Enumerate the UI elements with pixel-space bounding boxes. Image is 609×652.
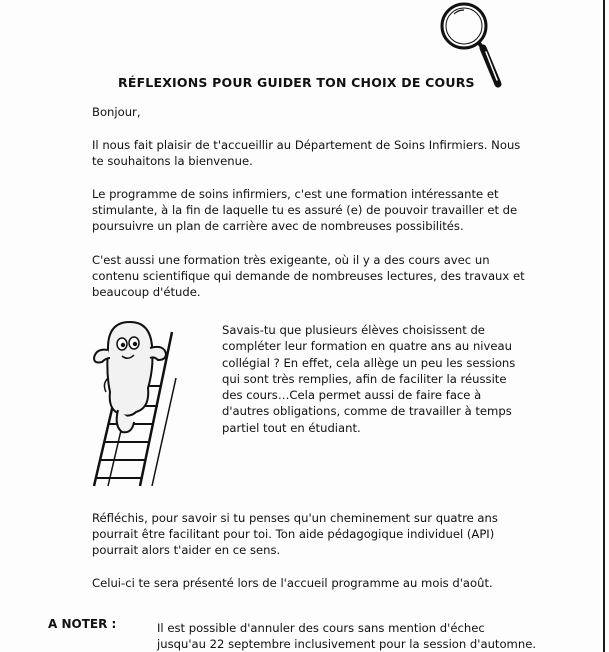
page-title: RÉFLEXIONS POUR GUIDER TON CHOIX DE COURS	[118, 75, 475, 90]
paragraph-demanding: C'est aussi une formation très exigeante, où il y a des cours avec un contenu scientifique qui demande de nombreuses lectures, des travaux et beaucoup d'étude.	[92, 253, 525, 299]
ladder-character-illustration	[78, 318, 178, 488]
page-edge	[603, 0, 605, 652]
paragraph-welcome: Il nous fait plaisir de t'accueillir au Département de Soins Infirmiers. Nous te souhaitons la bienvenue.	[92, 138, 521, 168]
note-text: Il est possible d'annuler des cours sans mention d'échec jusqu'au 22 septembre inclusivement pour la session d'automne.	[157, 621, 537, 651]
paragraph-reflect: Réfléchis, pour savoir si tu penses qu'un cheminement sur quatre ans pourrait être facilitant pour toi. Ton aide pédagogique individuel (API) pourrait alors t'aider en ce sens.	[92, 511, 498, 557]
note-label: A NOTER :	[48, 617, 117, 631]
greeting: Bonjour,	[92, 105, 141, 119]
paragraph-four-years: Savais-tu que plusieurs élèves choisissent de compléter leur formation en quatre ans au niveau collégial ? En effet, cela allège un peu les sessions qui sont très remplies, afin de faciliter la réussite des cours…Cela permet aussi de faire face à d'autres obligations, comme de travailler à temps partiel tout en étudiant.	[222, 323, 516, 435]
paragraph-presentation: Celui-ci te sera présenté lors de l'accueil programme au mois d'août.	[92, 576, 493, 590]
paragraph-program: Le programme de soins infirmiers, c'est une formation intéressante et stimulante, à la fin de laquelle tu es assuré (e) de pouvoir travailler et de poursuivre un plan de carrière avec de nombreuses possibilités.	[92, 187, 518, 233]
